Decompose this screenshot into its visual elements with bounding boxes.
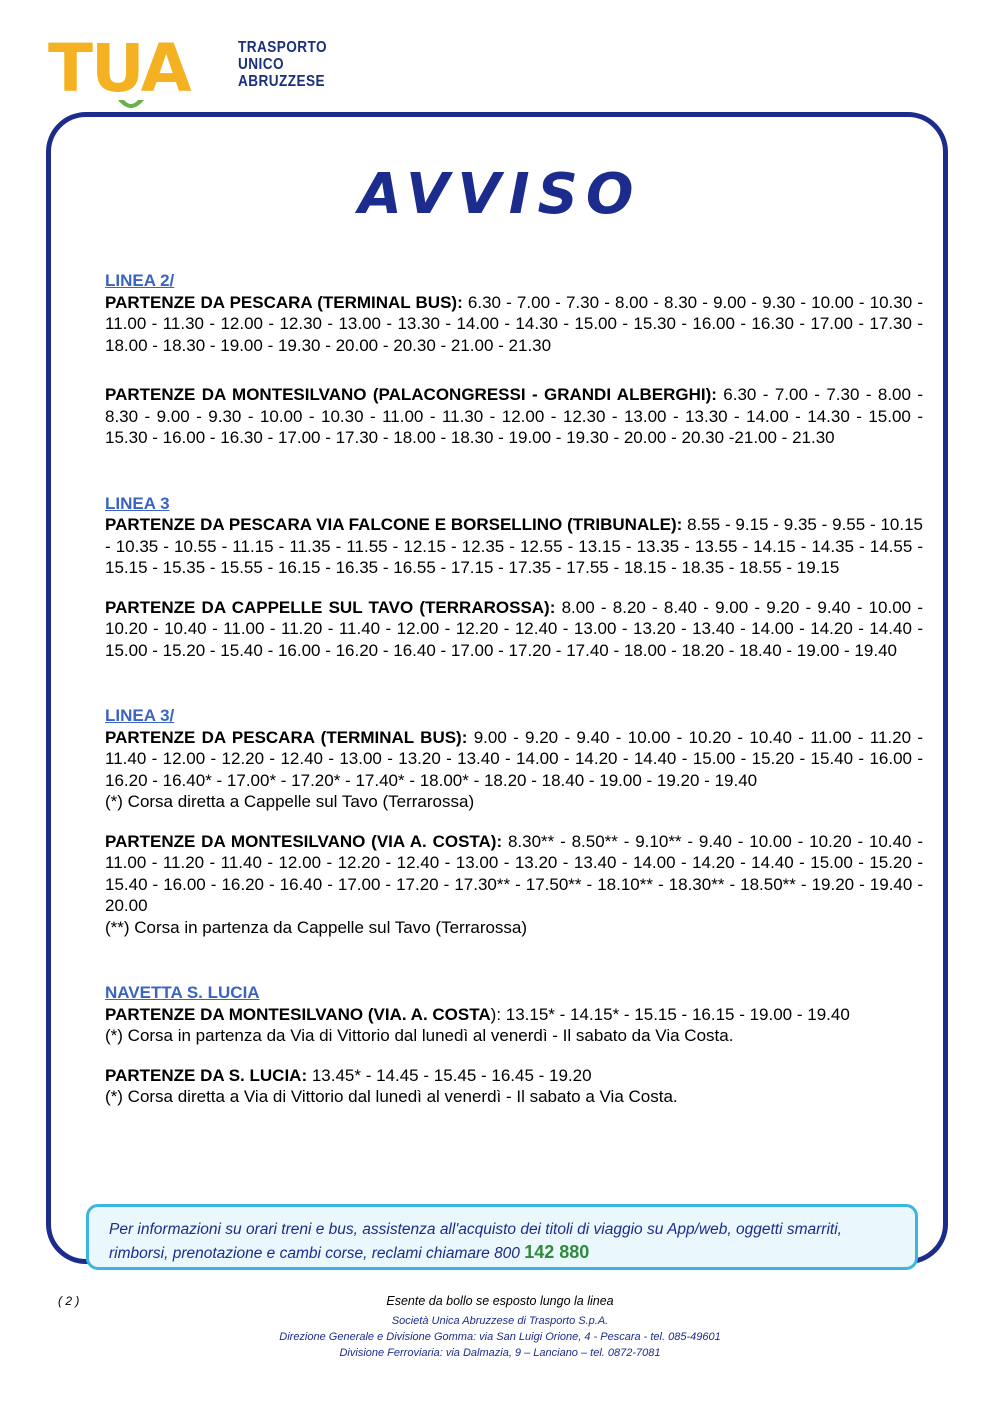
departure-block: [105, 831, 923, 917]
footer-address-gomma: Direzione Generale e Divisione Gomma: via San Luigi Orione, 4 - Pescara - tel. 085-49601: [279, 1331, 721, 1343]
departure-note: (*) Corsa diretta a Cappelle sul Tavo (Terrarossa): [105, 792, 475, 811]
logo-text-line: UNICO: [238, 56, 284, 73]
departure-label: PARTENZE DA CAPPELLE SUL TAVO (TERRAROSSA):: [105, 597, 556, 617]
footer-company: Società Unica Abruzzese di Trasporto S.p.A.: [391, 1315, 609, 1327]
logo-text: [238, 40, 327, 91]
footer: [0, 1293, 1000, 1361]
departure-times: 9.00 - 9.20 - 9.40 - 10.00 - 10.20 - 10.40 - 11.00 - 11.20 - 11.40 - 12.00 - 12.20 - 12.40 - 13.00 - 13.20 - 13.40 - 14.00 - 14.20 - 14.40 - 15.00 - 15.20 - 15.40 - 16.00 - 16.20 - 16.40* - 17.00* - 17.20* - 17.40* - 18.00* - 18.20 - 18.40 - 19.00 - 19.20 - 19.40: [105, 727, 923, 790]
section-title: LINEA 3/: [105, 706, 175, 725]
schedule-content: [105, 270, 923, 1108]
info-box: [86, 1204, 918, 1270]
departure-block: [105, 384, 923, 449]
departure-block: [105, 727, 923, 792]
departure-times: 8.30** - 8.50** - 9.10** - 9.40 - 10.00 - 10.20 - 10.40 - 11.00 - 11.20 - 11.40 - 12.00 - 12.20 - 12.40 - 13.00 - 13.20 - 13.40 - 14.00 - 14.20 - 14.40 - 15.00 - 15.20 - 15.40 - 16.00 - 16.20 - 16.40 - 17.00 - 17.20 - 17.30** - 17.50** - 18.10** - 18.30** - 18.50** - 19.20 - 19.40 - 20.00: [105, 831, 923, 915]
departure-times: 6.30 - 7.00 - 7.30 - 8.00 - 8.30 - 9.00 - 9.30 - 10.00 - 10.30 - 11.00 - 11.30 - 12.00 - 12.30 - 13.00 - 13.30 - 14.00 - 14.30 - 15.00 - 15.30 - 16.00 - 16.30 - 17.00 - 17.30 - 18.00 - 18.30 - 19.00 - 19.30 - 20.00 - 20.30 - 21.00 - 21.30: [105, 292, 923, 355]
departure-note: (*) Corsa in partenza da Via di Vittorio dal lunedì al venerdì - Il sabato da Via Costa.: [105, 1026, 734, 1045]
departure-times: 13.45* - 14.45 - 15.45 - 16.45 - 19.20: [307, 1065, 592, 1085]
section-title: NAVETTA S. LUCIA: [105, 983, 260, 1002]
section-title: LINEA 3: [105, 493, 170, 513]
departure-times: 8.55 - 9.15 - 9.35 - 9.55 - 10.15 - 10.35 - 10.55 - 11.15 - 11.35 - 11.55 - 12.15 - 12.35 - 12.55 - 13.15 - 13.35 - 13.55 - 14.15 - 14.35 - 14.55 - 15.15 - 15.35 - 15.55 - 16.15 - 16.35 - 16.55 - 17.15 - 17.35 - 17.55 - 18.15 - 18.35 - 18.55 - 19.15: [105, 515, 923, 577]
departure-label: PARTENZE DA PESCARA (TERMINAL BUS):: [105, 292, 463, 312]
section-navetta-s-lucia: [105, 982, 923, 1108]
logo-text-line: TRASPORTO: [238, 39, 327, 56]
departure-times: 8.00 - 8.20 - 8.40 - 9.00 - 9.20 - 9.40 - 10.00 - 10.20 - 10.40 - 11.00 - 11.20 - 11.40 - 12.00 - 12.20 - 12.40 - 13.00 - 13.20 - 13.40 - 14.00 - 14.20 - 14.40 - 15.00 - 15.20 - 15.40 - 16.00 - 16.20 - 16.40 - 17.00 - 17.20 - 17.40 - 18.00 - 18.20 - 18.40 - 19.00 - 19.40: [105, 597, 923, 660]
page-number: ( 2 ): [58, 1294, 80, 1308]
departure-label: PARTENZE DA MONTESILVANO (VIA. A. COSTA: [105, 1004, 491, 1024]
departure-block: [105, 1004, 923, 1026]
departure-block: [105, 1065, 923, 1087]
footer-stamp-note: Esente da bollo se esposto lungo la linea: [386, 1294, 614, 1308]
footer-address-ferroviaria: Divisione Ferroviaria: via Dalmazia, 9 – Lanciano – tel. 0872-7081: [339, 1347, 661, 1359]
departure-block: [105, 597, 923, 662]
section-title: LINEA 2/: [105, 271, 175, 290]
logo-mark: TUA: [48, 30, 190, 107]
departure-label: PARTENZE DA PESCARA (TERMINAL BUS):: [105, 727, 468, 747]
departure-note: (*) Corsa diretta a Via di Vittorio dal lunedì al venerdì - Il sabato a Via Costa.: [105, 1087, 678, 1106]
page-title: AVVISO: [358, 162, 642, 227]
section-linea-3: [105, 493, 923, 662]
logo: [48, 30, 348, 107]
section-linea-3-slash: [105, 705, 923, 938]
logo-text-line: ABRUZZESE: [238, 73, 325, 90]
departure-times: 6.30 - 7.00 - 7.30 - 8.00 - 8.30 - 9.00 - 9.30 - 10.00 - 10.30 - 11.00 - 11.30 - 12.00 - 12.30 - 13.00 - 13.30 - 14.00 - 14.30 - 15.00 - 15.30 - 16.00 - 16.30 - 17.00 - 17.30 - 18.00 - 18.30 - 19.00 - 19.30 - 20.00 - 20.30 -21.00 - 21.30: [105, 385, 923, 447]
departure-label: PARTENZE DA MONTESILVANO (PALACONGRESSI - GRANDI ALBERGHI):: [105, 385, 717, 404]
departure-times: ): 13.15* - 14.15* - 15.15 - 16.15 - 19.00 - 19.40: [490, 1004, 850, 1024]
section-linea-2: [105, 270, 923, 449]
departure-label: PARTENZE DA PESCARA VIA FALCONE E BORSELLINO (TRIBUNALE):: [105, 515, 683, 534]
info-text: Per informazioni su orari treni e bus, assistenza all'acquisto dei titoli di viaggio su App/web, oggetti smarriti, rimborsi, prenotazione e cambi corse, reclami chiamare 800: [109, 1221, 842, 1262]
departure-block: [105, 514, 923, 579]
departure-note: (**) Corsa in partenza da Cappelle sul Tavo (Terrarossa): [105, 917, 528, 937]
departure-label: PARTENZE DA S. LUCIA:: [105, 1065, 308, 1085]
departure-label: PARTENZE DA MONTESILVANO (VIA A. COSTA):: [105, 831, 503, 851]
departure-block: [105, 292, 923, 357]
phone-number[interactable]: 142 880: [524, 1242, 590, 1262]
